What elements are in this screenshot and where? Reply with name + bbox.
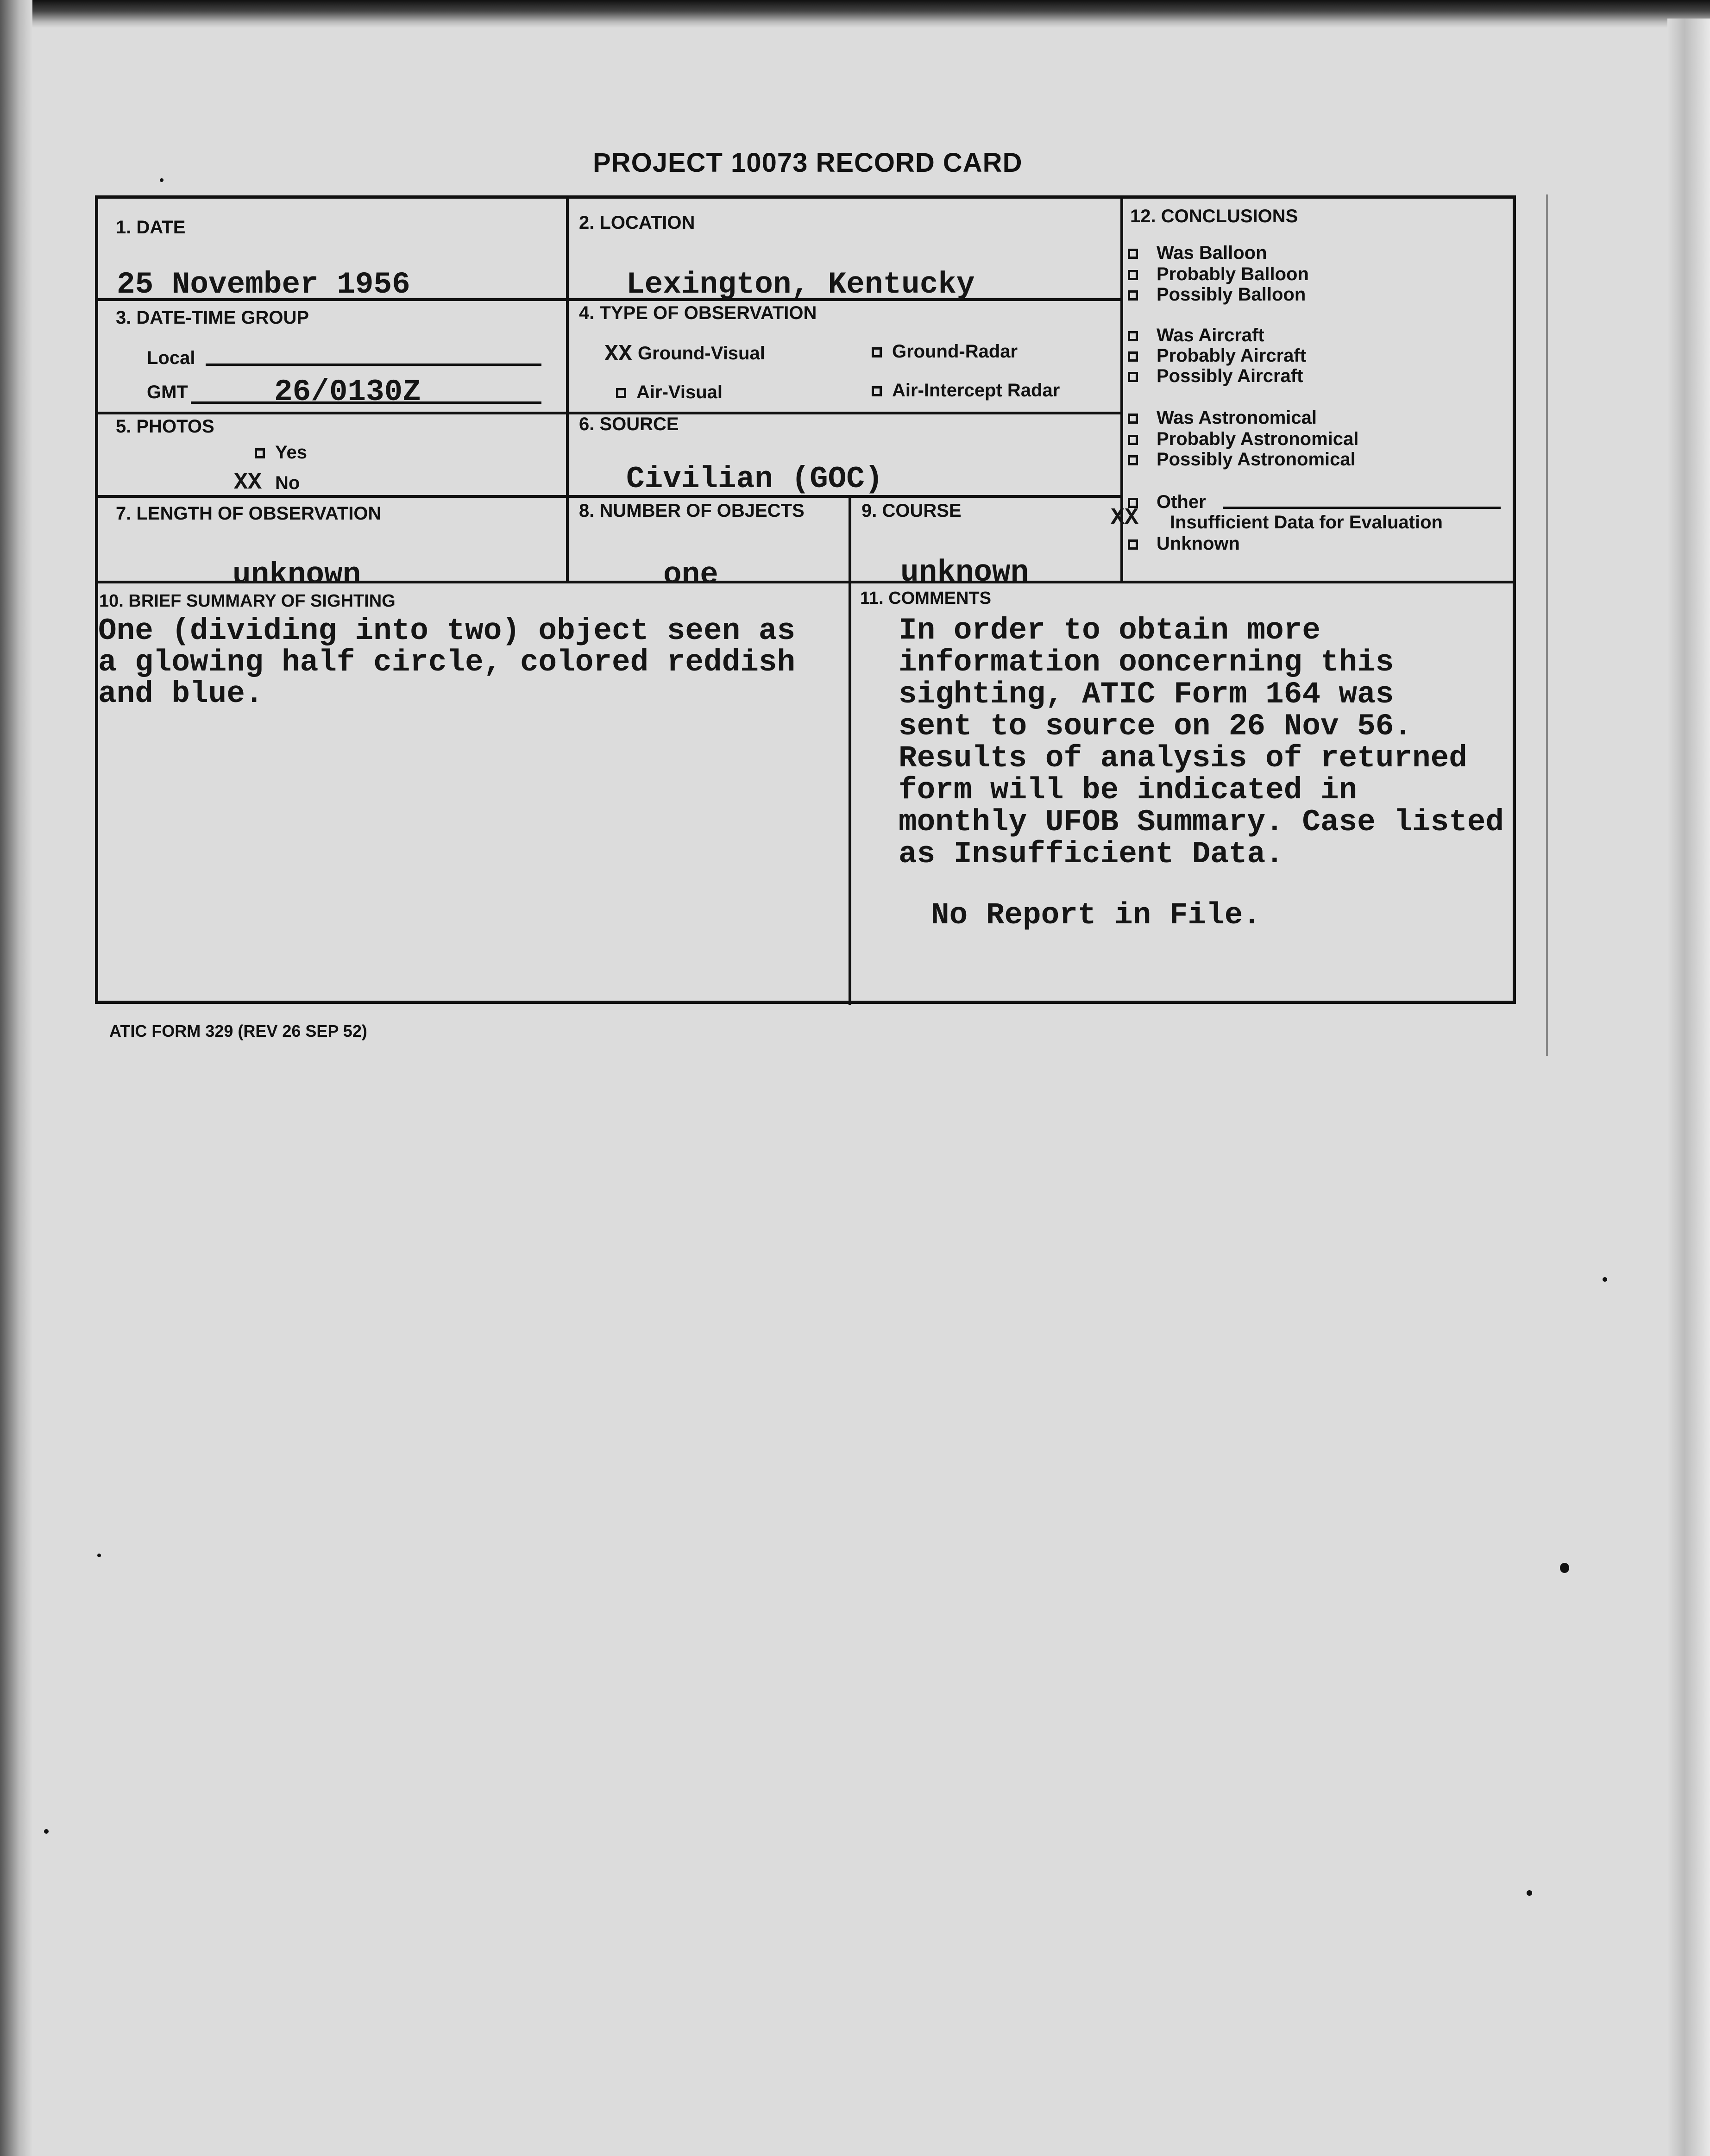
conclusion-text: Probably Aircraft [1157, 345, 1307, 366]
checkbox [1128, 455, 1138, 465]
photos-no-option: No [275, 473, 300, 493]
air-visual-text: Air-Visual [636, 382, 723, 402]
comment-line: Results of analysis of returned [899, 741, 1467, 776]
divider-objects-course [849, 497, 851, 1005]
comment-line: sighting, ATIC Form 164 was [899, 677, 1394, 712]
location-label: 2. LOCATION [579, 213, 695, 233]
conclusion-insufficient-data [1170, 512, 1443, 533]
scan-speck [160, 178, 163, 182]
photos-label: 5. PHOTOS [116, 416, 214, 437]
comment-line: sent to source on 26 Nov 56. [899, 709, 1412, 744]
summary-line: and blue. [98, 677, 264, 711]
conclusion-possibly-balloon [1128, 284, 1306, 305]
ground-radar-option [872, 341, 1018, 362]
air-visual-option [616, 382, 723, 403]
conclusion-text: Probably Balloon [1157, 264, 1309, 284]
conclusion-text: Was Balloon [1157, 243, 1267, 263]
air-intercept-radar-text: Air-Intercept Radar [892, 380, 1060, 401]
ground-visual-mark: XX [604, 341, 633, 368]
comment-line: information ooncerning this [899, 645, 1394, 680]
comments-label: 11. COMMENTS [860, 589, 991, 608]
checkbox [1128, 414, 1138, 424]
scan-speck [1603, 1277, 1607, 1282]
type-of-observation-label: 4. TYPE OF OBSERVATION [579, 303, 817, 323]
length-of-observation-value: unknown [233, 558, 361, 592]
date-label: 1. DATE [116, 217, 186, 238]
summary-line: One (dividing into two) object seen as [98, 614, 796, 648]
scan-speck [97, 1554, 101, 1557]
checkbox [1128, 351, 1138, 362]
conclusion-probably-astronomical [1128, 429, 1358, 450]
scan-speck [1527, 1890, 1532, 1896]
scan-edge-line [1546, 194, 1548, 1056]
photos-no-mark: XX [234, 470, 262, 496]
conclusion-possibly-aircraft [1128, 366, 1303, 387]
conclusion-text: Possibly Balloon [1157, 284, 1306, 305]
course-label: 9. COURSE [861, 501, 962, 521]
other-underline [1223, 507, 1501, 509]
conclusion-other [1128, 492, 1206, 513]
conclusion-was-astronomical [1128, 407, 1317, 428]
local-underline [206, 364, 541, 366]
scan-top-edge [0, 0, 1710, 28]
brief-summary-label: 10. BRIEF SUMMARY OF SIGHTING [99, 591, 396, 611]
conclusion-probably-balloon [1128, 264, 1309, 285]
divider-left-column [566, 199, 569, 583]
gmt-value: 26/0130Z [274, 375, 421, 409]
gmt-label: GMT [147, 382, 188, 402]
source-value: Civilian (GOC) [626, 462, 883, 496]
number-of-objects-value: one [663, 558, 718, 592]
checkbox [1128, 270, 1138, 280]
comment-line: monthly UFOB Summary. Case listed [899, 805, 1504, 840]
photos-yes-checkbox [255, 448, 265, 458]
conclusion-text: Probably Astronomical [1157, 429, 1359, 449]
record-card [95, 195, 1516, 1004]
conclusion-was-balloon [1128, 243, 1267, 263]
conclusion-text: Possibly Aircraft [1157, 366, 1303, 386]
conclusion-possibly-astronomical [1128, 449, 1356, 470]
conclusion-was-aircraft [1128, 325, 1264, 346]
conclusion-text: Was Aircraft [1157, 325, 1264, 345]
no-report-text: No Report in File. [931, 898, 1261, 933]
ground-radar-text: Ground-Radar [892, 341, 1018, 362]
date-time-group-label: 3. DATE-TIME GROUP [116, 307, 309, 328]
checkbox [1128, 249, 1138, 259]
conclusion-text: Other [1157, 492, 1206, 512]
air-visual-checkbox [616, 388, 626, 398]
conclusions-label: 12. CONCLUSIONS [1130, 206, 1298, 226]
summary-line: a glowing half circle, colored reddish [98, 645, 796, 680]
ground-visual-option: Ground-Visual [638, 343, 765, 364]
conclusion-text: Was Astronomical [1157, 407, 1317, 428]
source-label: 6. SOURCE [579, 414, 679, 434]
form-footer: ATIC FORM 329 (REV 26 SEP 52) [109, 1022, 367, 1040]
scan-right-edge [1667, 19, 1710, 2156]
checkbox [1128, 539, 1138, 550]
comment-line: In order to obtain more [899, 613, 1320, 648]
checkbox [1128, 331, 1138, 341]
scan-left-edge [0, 0, 32, 2156]
card-title: PROJECT 10073 RECORD CARD [593, 148, 1023, 178]
conclusion-unknown [1128, 533, 1240, 554]
photos-yes-text: Yes [275, 442, 307, 463]
course-value: unknown [900, 555, 1029, 590]
air-intercept-radar-option [872, 380, 1060, 401]
conclusion-text: Insufficient Data for Evaluation [1170, 512, 1443, 533]
comment-line: form will be indicated in [899, 773, 1358, 808]
comments-text [899, 614, 1504, 870]
ground-radar-checkbox [872, 347, 882, 357]
scan-speck [44, 1829, 49, 1834]
conclusion-text: Unknown [1157, 533, 1240, 554]
checkbox [1128, 435, 1138, 445]
number-of-objects-label: 8. NUMBER OF OBJECTS [579, 501, 805, 521]
comment-line: as Insufficient Data. [899, 837, 1284, 871]
local-label: Local [147, 348, 195, 368]
checkbox [1128, 372, 1138, 382]
location-value: Lexington, Kentucky [626, 267, 975, 302]
length-of-observation-label: 7. LENGTH OF OBSERVATION [116, 503, 382, 524]
insufficient-data-mark: XX [1111, 505, 1139, 531]
conclusion-probably-aircraft [1128, 345, 1306, 366]
scan-speck [1560, 1563, 1569, 1573]
checkbox [1128, 290, 1138, 301]
photos-yes-option [255, 442, 307, 463]
date-value: 25 November 1956 [117, 267, 410, 302]
brief-summary-text [98, 615, 795, 710]
conclusion-text: Possibly Astronomical [1157, 449, 1356, 470]
air-intercept-radar-checkbox [872, 386, 882, 396]
